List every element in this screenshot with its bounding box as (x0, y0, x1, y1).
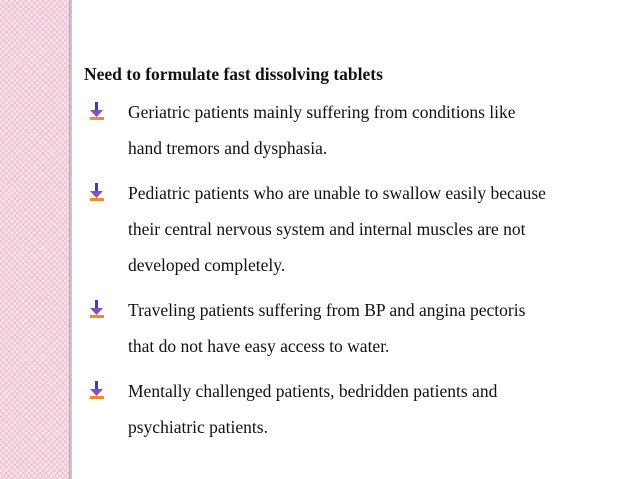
bullet-arrow-icon (88, 381, 106, 401)
bullet-text-line: their central nervous system and internal muscles are not (128, 219, 526, 239)
bullet-text-line: that do not have easy access to water. (128, 336, 390, 356)
slide-title: Need to formulate fast dissolving tablets (84, 64, 383, 84)
bullet-list (88, 94, 608, 454)
list-item (88, 175, 608, 283)
bullet-text-line: Pediatric patients who are unable to swallow easily because (128, 183, 546, 203)
bullet-text-line: hand tremors and dysphasia. (128, 138, 328, 158)
bullet-arrow-icon (88, 183, 106, 203)
bullet-arrow-icon (88, 300, 106, 320)
bullet-text-line: Mentally challenged patients, bedridden patients and (128, 381, 498, 401)
list-item (88, 94, 608, 166)
bullet-text-line: Traveling patients suffering from BP and angina pectoris (128, 300, 526, 320)
decorative-side-strip (0, 0, 70, 479)
bullet-text-line: psychiatric patients. (128, 417, 268, 437)
bullet-arrow-icon (88, 102, 106, 122)
bullet-text-line: developed completely. (128, 255, 286, 275)
list-item (88, 292, 608, 364)
bullet-text-line: Geriatric patients mainly suffering from conditions like (128, 102, 516, 122)
list-item (88, 373, 608, 445)
